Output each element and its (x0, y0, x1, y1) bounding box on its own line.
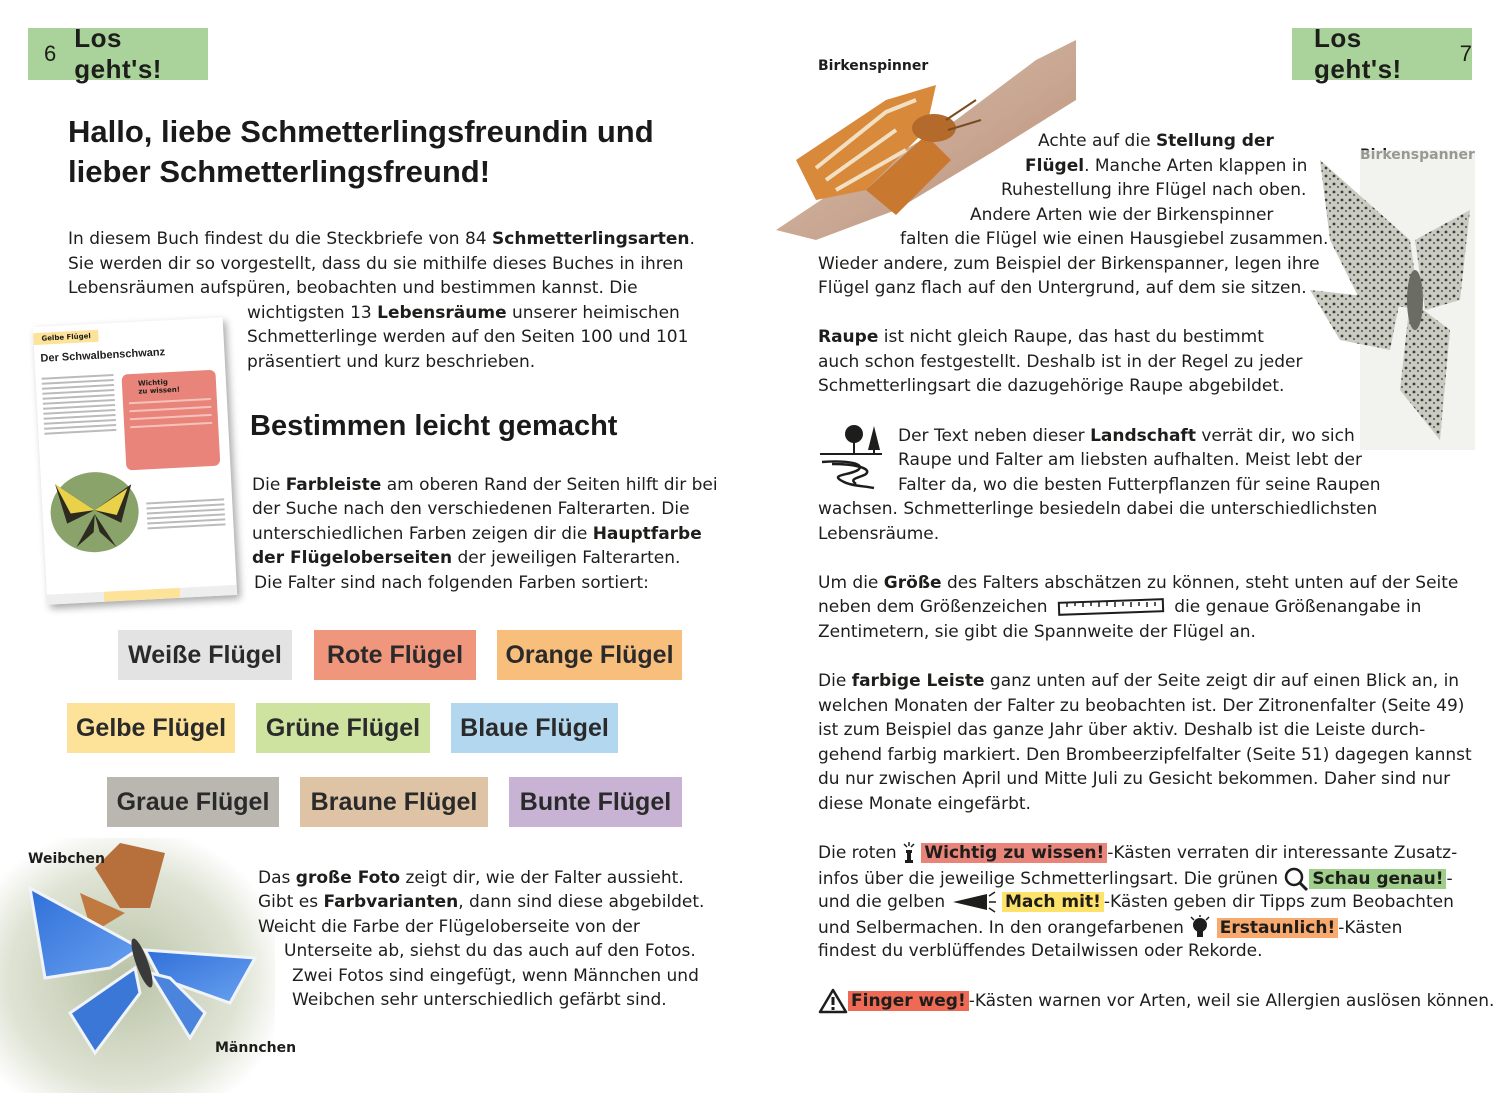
right-tab-title: Los geht's! (1314, 23, 1402, 84)
caterpillar-line-1: Raupe ist nicht gleich Raupe, das hast du bestimmt (818, 327, 1264, 347)
boxes-line-1: Die roten Wichtig zu wissen! -Kästen verraten dir interessante Zusatz- (818, 843, 1458, 863)
colorbar-line-3: unterschiedlichen Farben zeigen dir die Hauptfarbe (252, 524, 702, 544)
sample-butterfly-photo (44, 460, 145, 561)
wings-line-7: Flügel ganz flach auf den Untergrund, auf dem sie sitzen. (818, 278, 1307, 298)
bar-line-6: diese Monate eingefärbt. (818, 794, 1031, 814)
boxes-line-2: infos über die jeweilige Schmetterlingsart. Die grünen Schau genau! - (818, 866, 1453, 892)
landscape-line-2: Raupe und Falter am liebsten aufhalten. Meist lebt der (898, 450, 1362, 470)
yellow-box-label: Mach mit! (1002, 892, 1104, 912)
intro-line-6: präsentiert und kurz beschrieben. (247, 352, 536, 372)
landscape-icon (818, 420, 884, 490)
bar-line-3: ist zum Beispiel das ganze Jahr über aktiv. Deshalb ist die Leiste durch- (818, 720, 1426, 740)
landscape-line-3: Falter da, wo die besten Futterpflanzen für seine Raupen (898, 475, 1381, 495)
chip-yellow-wings: Gelbe Flügel (67, 703, 235, 753)
label-male: Männchen (215, 1040, 297, 1056)
colorbar-line-5: Die Falter sind nach folgenden Farben sortiert: (254, 573, 649, 593)
wings-line-3: Ruhestellung ihre Flügel nach oben. (1001, 180, 1307, 200)
photo-line-4: Unterseite ab, siehst du das auch auf den Fotos. (284, 941, 696, 961)
left-page-tab (28, 23, 208, 84)
wings-line-2: Flügel. Manche Arten klappen in (1025, 156, 1308, 176)
wings-line-5: falten die Flügel wie einen Hausgiebel zusammen. (900, 229, 1329, 249)
page-headline (68, 112, 668, 192)
photo-line-6: Weibchen sehr unterschiedlich gefärbt sind. (292, 990, 667, 1010)
birkenspanner-photo (1300, 150, 1475, 450)
bar-line-1: Die farbige Leiste ganz unten auf der Seite zeigt dir auf einen Blick an, in (818, 671, 1460, 691)
bar-line-4: gehend farbig markiert. Den Brombeerzipfelfalter (Seite 51) dagegen kannst (818, 745, 1472, 765)
sample-box-title-2: zu wissen! (138, 385, 181, 396)
chip-grey-wings: Graue Flügel (107, 777, 279, 827)
sample-info-box (121, 370, 220, 471)
size-line-2: neben dem Größenzeichen die genaue Größenangabe in (818, 597, 1422, 617)
chip-blue-wings: Blaue Flügel (451, 703, 618, 753)
colorbar-line-1: Die Farbleiste am oberen Rand der Seiten hilft dir bei (252, 475, 718, 495)
right-page-tab (1292, 23, 1472, 84)
label-female: Weibchen (28, 851, 105, 867)
left-page-number: 6 (44, 41, 57, 66)
headline-line-2: lieber Schmetterlingsfreund! (68, 154, 491, 189)
sample-box-title-1: Wichtig (137, 378, 169, 388)
photo-line-3: Weicht die Farbe der Flügeloberseite von der (258, 917, 640, 937)
intro-line-4: wichtigsten 13 Lebensräume unserer heimischen (247, 303, 680, 323)
colorbar-line-4: der Flügeloberseiten der jeweiligen Falterarten. (252, 548, 681, 568)
chip-white-wings: Weiße Flügel (118, 630, 292, 680)
intro-line-1: In diesem Buch findest du die Steckbriefe von 84 Schmetterlingsarten. (68, 229, 695, 249)
chip-orange-wings: Orange Flügel (497, 630, 682, 680)
info-icon (902, 842, 916, 864)
wings-line-1: Achte auf die Stellung der (1038, 131, 1274, 151)
wings-line-4: Andere Arten wie der Birkenspinner (970, 205, 1274, 225)
intro-line-5: Schmetterlinge werden auf den Seiten 100 und 101 (247, 327, 689, 347)
boxes-line-6: Finger weg! -Kästen warnen vor Arten, weil sie Allergien auslösen können. (818, 988, 1494, 1014)
photo-line-1: Das große Foto zeigt dir, wie der Falter aussieht. (258, 868, 684, 888)
sample-month-bar (47, 585, 237, 605)
bar-line-2: welchen Monaten der Falter zu beobachten ist. Der Zitronenfalter (Seite 49) (818, 696, 1465, 716)
bar-line-5: du nur zwischen April und Mitte Juli zu Gesicht bekommen. Daher sind nur (818, 769, 1451, 789)
orange-box-label: Erstaunlich! (1217, 918, 1339, 938)
chip-brown-wings: Braune Flügel (300, 777, 488, 827)
intro-line-2: Sie werden dir so vorgestellt, dass du sie mithilfe dieses Buches in ihren (68, 254, 684, 274)
caterpillar-line-2: auch schon festgestellt. Deshalb ist in der Regel zu jeder (818, 352, 1303, 372)
landscape-line-1: Der Text neben dieser Landschaft verrät dir, wo sich (898, 426, 1355, 446)
magnifier-icon (1283, 866, 1309, 892)
boxes-line-3: und die gelben Mach mit! -Kästen geben dir Tipps zum Beobachten (818, 892, 1454, 912)
chip-mixed-wings: Bunte Flügel (509, 777, 682, 827)
ruler-icon (1057, 597, 1165, 617)
landscape-line-5: Lebensräume. (818, 524, 940, 544)
chip-red-wings: Rote Flügel (314, 630, 476, 680)
size-line-3: Zentimetern, sie gibt die Spannweite der Flügel an. (818, 622, 1256, 642)
subheading: Bestimmen leicht gemacht (250, 410, 618, 442)
sample-page-thumbnail (33, 317, 237, 605)
photo-line-5: Zwei Fotos sind eingefügt, wenn Männchen und (292, 966, 699, 986)
landscape-line-4: wachsen. Schmetterlinge besiedeln dabei die unterschiedlichsten (818, 499, 1378, 519)
green-box-label: Schau genau! (1309, 869, 1446, 889)
sample-page-title: Der Schwalbenschwanz (40, 346, 166, 365)
caterpillar-line-3: Schmetterlingsart die dazugehörige Raupe abgebildet. (818, 376, 1285, 396)
sample-page-tag: Gelbe Flügel (33, 330, 99, 345)
right-page-number: 7 (1459, 41, 1472, 66)
size-line-1: Um die Größe des Falters abschätzen zu können, steht unten auf der Seite (818, 573, 1459, 593)
red-box-label: Wichtig zu wissen! (921, 843, 1107, 863)
colorbar-line-2: der Suche nach den verschiedenen Falterarten. Die (252, 499, 690, 519)
wings-line-6: Wieder andere, zum Beispiel der Birkenspanner, legen ihre (818, 254, 1320, 274)
warning-box-label: Finger weg! (848, 991, 969, 1011)
chip-green-wings: Grüne Flügel (256, 703, 430, 753)
intro-line-3: Lebensräumen aufspüren, beobachten und bestimmen kannst. Die (68, 278, 638, 298)
headline-line-1: Hallo, liebe Schmetterlingsfreundin und (68, 114, 654, 149)
warning-icon (818, 988, 848, 1014)
megaphone-icon (951, 890, 997, 914)
left-tab-title: Los geht's! (74, 23, 162, 84)
label-birkenspinner: Birkenspinner (818, 58, 929, 74)
lightbulb-icon (1189, 915, 1211, 941)
boxes-line-4: und Selbermachen. In den orangefarbenen Erstaunlich! -Kästen (818, 915, 1402, 941)
boxes-line-5: findest du verblüffendes Detailwissen oder Rekorde. (818, 941, 1263, 961)
photo-line-2: Gibt es Farbvarianten, dann sind diese abgebildet. (258, 892, 705, 912)
